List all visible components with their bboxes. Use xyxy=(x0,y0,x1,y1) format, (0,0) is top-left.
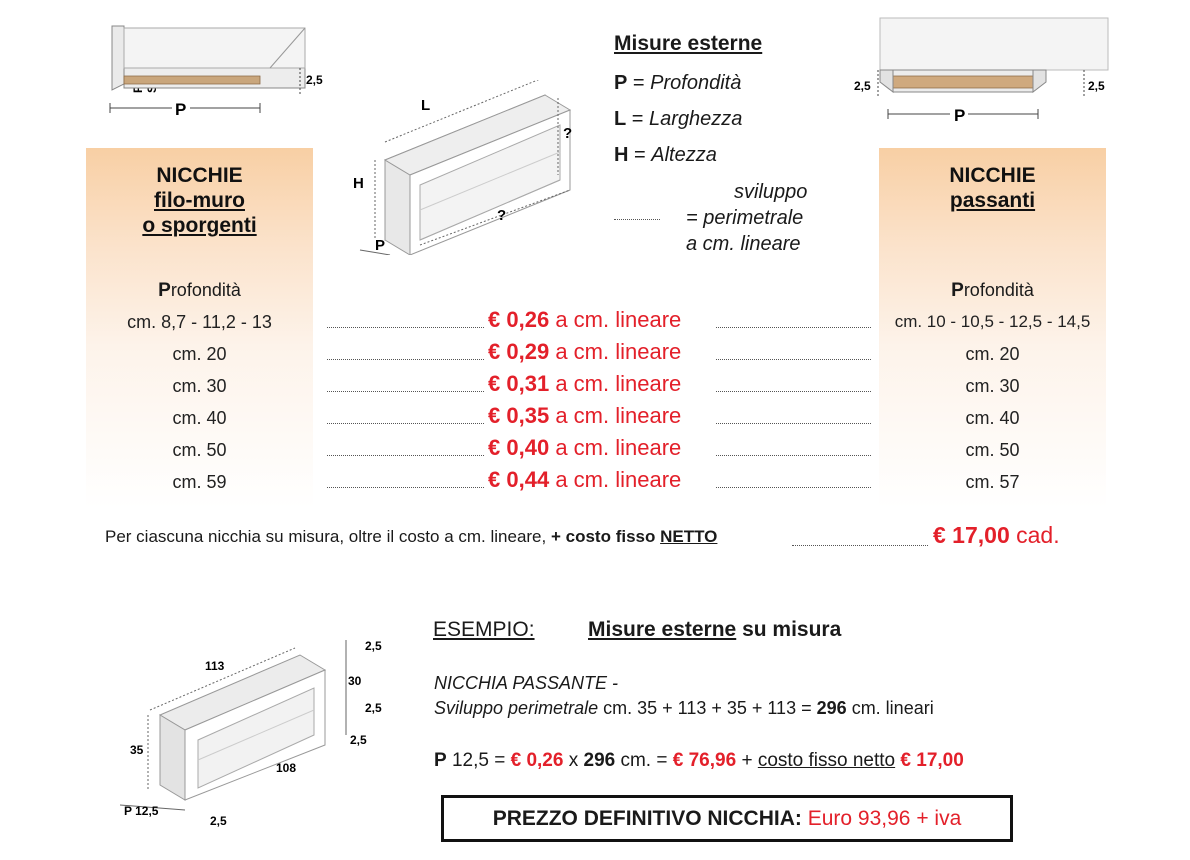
example-title-rest: su misura xyxy=(742,618,842,641)
center-q2-label: ? xyxy=(497,207,507,224)
center-p-label: P xyxy=(375,237,386,254)
through-title-2-text: passanti xyxy=(949,189,1036,212)
example-calc-result: € 76,96 xyxy=(672,750,737,771)
legend-l-val: Larghezza xyxy=(649,108,743,130)
price-leader-right xyxy=(716,423,871,424)
final-price-value: Euro 93,96 + iva xyxy=(807,807,962,830)
example-line2-total: 296 xyxy=(816,698,847,718)
example-calc-cm: 296 xyxy=(583,750,616,771)
fixed-cost-line xyxy=(105,527,717,547)
flush-depth-initial: P xyxy=(158,280,171,301)
example-line2 xyxy=(434,698,934,719)
fixed-cost-text: Per ciascuna nicchia su misura, oltre il costo a cm. lineare, xyxy=(105,527,547,546)
through-dim-right: 2,5 xyxy=(1088,79,1105,93)
legend-l-key: L xyxy=(614,108,627,130)
price-value: 0,44 xyxy=(506,467,550,492)
example-calc-price: € 0,26 xyxy=(510,750,564,771)
legend-dev-line2: = perimetrale xyxy=(686,207,804,229)
price-value: 0,26 xyxy=(506,307,550,332)
price-leader-right xyxy=(716,359,871,360)
fixed-cost-suffix: cad. xyxy=(1016,522,1060,548)
back-panel-p-label: P xyxy=(175,100,187,119)
price-leader-left xyxy=(327,327,484,328)
price-value: 0,31 xyxy=(506,371,550,396)
back-panel-thickness: 2,5 xyxy=(306,73,323,87)
back-panel-section-diagram xyxy=(60,18,340,128)
fixed-cost-leader xyxy=(792,545,928,546)
flush-row: cm. 20 xyxy=(172,344,227,364)
price-row xyxy=(488,467,681,493)
price-currency: € xyxy=(488,307,501,332)
price-currency: € xyxy=(488,339,501,364)
through-row: cm. 20 xyxy=(965,344,1020,364)
price-unit: a cm. lineare xyxy=(555,371,682,396)
through-niche-panel xyxy=(879,148,1106,508)
through-depth-initial: P xyxy=(951,280,964,301)
price-row xyxy=(488,307,681,333)
legend-dev-line1: sviluppo xyxy=(734,181,808,203)
through-title-1: NICCHIE xyxy=(949,164,1036,187)
legend-title: Misure esterne xyxy=(614,32,763,55)
flush-title-3 xyxy=(86,213,313,238)
flush-title-2-text: filo-muro xyxy=(154,189,245,212)
legend-h-eq: = xyxy=(634,144,646,166)
through-row: cm. 10 - 10,5 - 12,5 - 14,5 xyxy=(894,312,1091,331)
through-depth-rest: rofondità xyxy=(963,280,1034,300)
flush-row: cm. 8,7 - 11,2 - 13 xyxy=(127,312,272,332)
flush-row: cm. 40 xyxy=(172,408,227,428)
price-leader-left xyxy=(327,423,484,424)
legend-p-key: P xyxy=(614,72,628,94)
flush-depth-label xyxy=(86,280,313,302)
flush-row: cm. 59 xyxy=(172,472,227,492)
example-line2-calc: cm. 35 + 113 + 35 + 113 = xyxy=(603,698,812,718)
example-w-bottom: 108 xyxy=(276,761,297,775)
example-w-top: 113 xyxy=(205,659,225,673)
example-niche-diagram xyxy=(110,630,400,835)
niche-3d-diagram xyxy=(345,80,590,255)
price-row xyxy=(488,339,681,365)
example-t3: 2,5 xyxy=(350,733,367,747)
price-leader-left xyxy=(327,359,484,360)
price-value: 0,35 xyxy=(506,403,550,428)
center-h-label: H xyxy=(353,175,364,192)
example-t2: 2,5 xyxy=(365,701,382,715)
price-currency: € xyxy=(488,403,501,428)
price-unit: a cm. lineare xyxy=(555,467,682,492)
legend-h-key: H xyxy=(614,144,629,166)
price-row xyxy=(488,403,681,429)
flush-title-2 xyxy=(86,188,313,213)
price-leader-left xyxy=(327,487,484,488)
example-calc-fixed-label: costo fisso netto xyxy=(757,750,896,771)
example-line2-unit: cm. lineari xyxy=(851,698,934,718)
through-row: cm. 50 xyxy=(965,440,1020,460)
legend-dotted-sample xyxy=(614,219,660,220)
example-label: ESEMPIO: xyxy=(433,618,535,641)
example-t1: 2,5 xyxy=(365,639,382,653)
legend-p-val: Profondità xyxy=(650,72,742,94)
through-niche-section-diagram xyxy=(848,10,1128,130)
through-p-label: P xyxy=(954,106,966,125)
price-value: 0,40 xyxy=(506,435,550,460)
example-calc-plus: + xyxy=(741,750,753,771)
flush-niche-panel xyxy=(86,148,313,508)
price-leader-right xyxy=(716,455,871,456)
price-unit: a cm. lineare xyxy=(555,339,682,364)
fixed-cost-netto: NETTO xyxy=(660,527,718,546)
example-p: P 12,5 xyxy=(124,804,159,818)
price-currency: € xyxy=(488,371,501,396)
example-calc xyxy=(434,750,964,772)
legend-p xyxy=(614,72,741,95)
example-calc-fixed: € 17,00 xyxy=(900,750,964,771)
example-calc-cm-unit: cm. = xyxy=(620,750,668,771)
price-unit: a cm. lineare xyxy=(555,435,682,460)
through-title-2 xyxy=(879,188,1106,213)
through-dim-left: 2,5 xyxy=(854,79,871,93)
example-title-underlined: Misure esterne xyxy=(588,618,737,641)
example-calc-x: x xyxy=(568,750,579,771)
price-row xyxy=(488,371,681,397)
fixed-cost-amount xyxy=(933,522,1060,549)
legend-l-eq: = xyxy=(631,108,644,130)
example-line1: NICCHIA PASSANTE - xyxy=(434,673,619,693)
example-title xyxy=(588,618,841,642)
final-price-label: PREZZO DEFINITIVO NICCHIA: xyxy=(492,807,802,830)
price-currency: € xyxy=(488,435,501,460)
example-h: 35 xyxy=(130,743,144,757)
legend-p-eq: = xyxy=(632,72,645,94)
through-row: cm. 40 xyxy=(965,408,1020,428)
legend-dev-line3: a cm. lineare xyxy=(686,233,801,255)
example-calc-p: P xyxy=(434,750,447,771)
price-row xyxy=(488,435,681,461)
center-q1-label: ? xyxy=(563,125,573,142)
fixed-cost-plus: + costo fisso xyxy=(550,527,656,546)
through-row: cm. 30 xyxy=(965,376,1020,396)
legend-h-val: Altezza xyxy=(651,144,717,166)
price-unit: a cm. lineare xyxy=(555,307,682,332)
price-leader-right xyxy=(716,327,871,328)
price-leader-right xyxy=(716,487,871,488)
price-leader-right xyxy=(716,391,871,392)
flush-row: cm. 50 xyxy=(172,440,227,460)
example-line2-italic: Sviluppo perimetrale xyxy=(434,698,599,718)
flush-row: cm. 30 xyxy=(172,376,227,396)
center-l-label: L xyxy=(421,97,431,114)
fixed-cost-amount-value: € 17,00 xyxy=(933,522,1010,548)
example-t4: 2,5 xyxy=(210,814,227,828)
example-calc-p-val: 12,5 = xyxy=(451,750,506,771)
price-leader-left xyxy=(327,455,484,456)
through-row: cm. 57 xyxy=(965,472,1020,492)
flush-title-1: NICCHIE xyxy=(156,164,243,187)
price-currency: € xyxy=(488,467,501,492)
legend-h xyxy=(614,144,717,167)
price-value: 0,29 xyxy=(506,339,550,364)
legend-l xyxy=(614,108,742,131)
price-leader-left xyxy=(327,391,484,392)
example-inner-h: 30 xyxy=(348,674,362,688)
through-depth-label xyxy=(879,280,1106,302)
final-price-box xyxy=(441,795,1013,842)
price-unit: a cm. lineare xyxy=(555,403,682,428)
flush-depth-rest: rofondità xyxy=(170,280,241,300)
flush-title-3-text: o sporgenti xyxy=(142,214,257,237)
